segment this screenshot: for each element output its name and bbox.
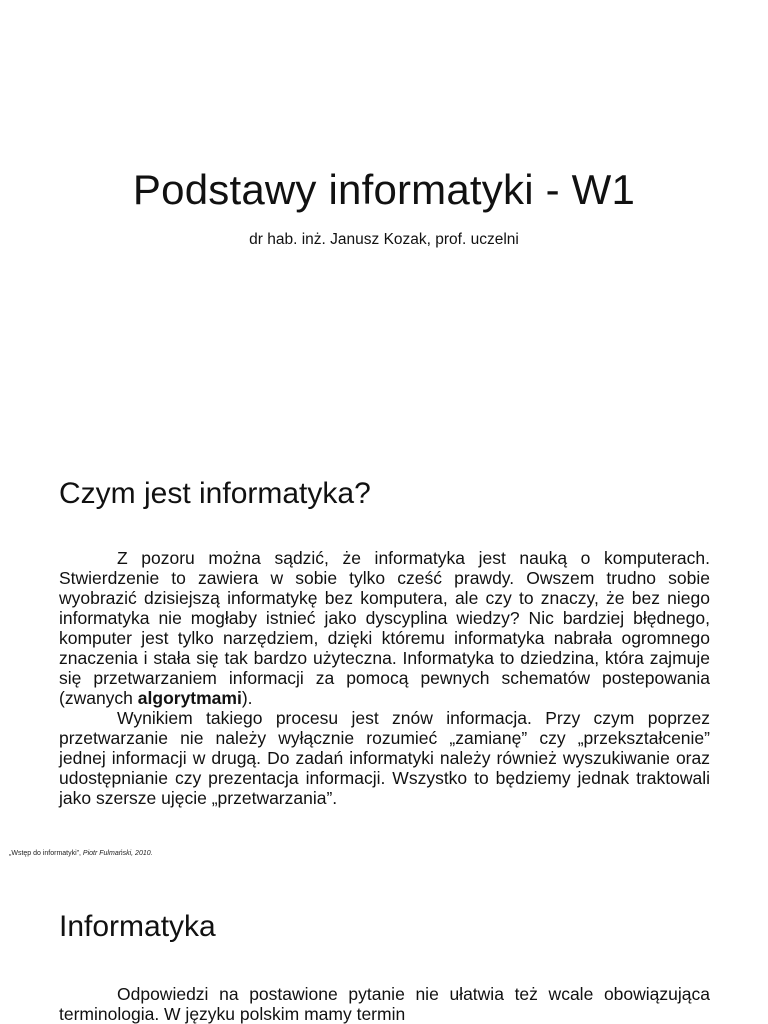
footnote-source: „Wstęp do informatyki”,	[9, 850, 83, 857]
slide-body	[59, 984, 710, 1024]
keyword-algorithms: algorytmami	[137, 688, 242, 708]
paragraph-1-end: ).	[241, 688, 253, 708]
author-subtitle: dr hab. inż. Janusz Kozak, prof. uczelni	[249, 231, 519, 248]
paragraph-1-text: Z pozoru można sądzić, że informatyka jest nauką o komputerach. Stwierdzenie to zawiera w sobie tylko cześć prawdy. Owszem trudno sobie wyobrazić dzisiejszą informatykę bez komputera, ale czy to znaczy, że bez niego informatyka nie mogłaby istnieć jako dyscyplina wiedzy? Nic bardziej błędnego, komputer jest tylko narzędziem, dzięki któremu informatyka nabrała ogromnego znaczenia i stała się tak bardzo użyteczna. Informatyka to dziedzina, która zajmuje się przetwarzaniem informacji za pomocą pewnych schematów postepowania (zwanych	[59, 548, 710, 708]
paragraph-1	[59, 548, 710, 708]
slide-heading: Informatyka	[59, 910, 216, 943]
title-slide	[0, 0, 768, 440]
footnote-author: Piotr Fulmański, 2010.	[82, 850, 153, 857]
source-footnote	[9, 850, 153, 857]
slide-heading: Czym jest informatyka?	[59, 477, 371, 510]
slide-body	[59, 548, 710, 808]
paragraph-2: Wynikiem takiego procesu jest znów informacja. Przy czym poprzez przetwarzanie nie należy wyłącznie rozumieć „zamianę” czy „przekształcenie” jednej informacji w drugą. Do zadań informatyki należy również wyszukiwanie oraz udostępnianie czy prezentacja informacji. Wszystko to będziemy jednak traktowali jako szersze ujęcie „przetwarzania”.	[59, 708, 710, 808]
slide-informatyka	[0, 872, 768, 1024]
paragraph-1: Odpowiedzi na postawione pytanie nie ułatwia też wcale obowiązująca terminologia. W języku polskim mamy termin	[59, 984, 710, 1024]
presentation-title: Podstawy informatyki - W1	[132, 166, 636, 213]
slide-what-is-informatics	[0, 440, 768, 872]
